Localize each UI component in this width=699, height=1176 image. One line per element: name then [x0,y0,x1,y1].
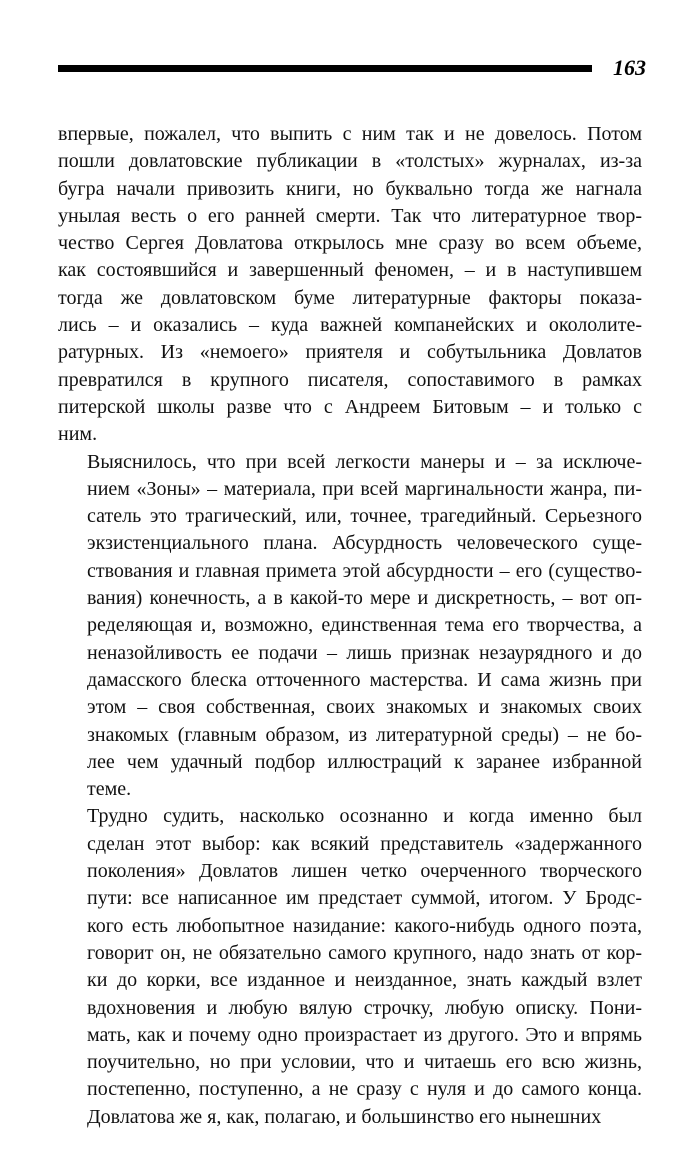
text-line: кого есть любопытное назидание: какого-нибудь одного поэта, [87,914,642,937]
page-header [58,55,646,82]
text-line: вдохновения и любую вялую строчку, любую описку. Пони- [87,996,642,1019]
text-line: лись – и оказались – куда важней компанейских и окололите- [58,314,642,337]
text-line: мать, как и почему одно произрастает из другого. Это и впрямь [87,1023,642,1046]
text-line: чество Сергея Довлатова открылось мне сразу во всем объеме, [58,232,642,255]
text-line: ки до корки, все изданное и неизданное, знать каждый взлет [87,969,642,992]
text-line: Довлатова же я, как, полагаю, и большинство его нынешних [87,1105,602,1128]
text-line: впервые, пожалел, что выпить с ним так и не довелось. Потом [58,123,642,145]
text-line: постепенно, поступенно, а не сразу с нуля и до самого конца. [87,1078,642,1101]
text-line: пути: все написанное им предстает суммой, итогом. У Бродс- [87,887,642,910]
text-line: унылая весть о его ранней смерти. Так что литературное твор- [58,204,642,227]
text-line: вания) конечность, а в какой-то мере и дискретность, – вот оп- [87,587,642,610]
text-line: теме. [87,778,132,801]
text-line: неназойливость ее подачи – лишь признак незаурядного и до [87,641,642,664]
paragraph [58,449,642,804]
text-line: ратурных. Из «немоего» приятеля и собутыльника Довлатов [58,341,642,364]
text-line: лее чем удачный подбор иллюстраций к заранее избранной [87,750,642,773]
text-line: ствования и главная примета этой абсурдности – его (существо- [87,559,642,582]
text-line: ределяющая и, возможно, единственная тема его творчества, а [87,614,642,637]
text-line: тогда же довлатовском буме литературные факторы показа- [58,286,642,309]
text-line: поколения» Довлатов лишен четко очерченного творческого [87,860,642,883]
text-line: превратился в крупного писателя, сопоставимого в рамках [58,368,642,391]
text-line: Трудно судить, насколько осознанно и когда именно был [87,805,642,828]
text-line: пошли довлатовские публикации в «толстых» журналах, из-за [58,150,642,173]
paragraph [58,803,642,1131]
text-line: дамасского блеска отточенного мастерства. И сама жизнь при [87,668,642,691]
paragraph [58,121,642,449]
text-line: знакомых (главным образом, из литературной среды) – не бо- [87,723,642,746]
text-line: нием «Зоны» – материала, при всей маргинальности жанра, пи- [87,477,642,500]
text-line: сделан этот выбор: как всякий представитель «задержанного [87,832,642,855]
header-rule [58,65,592,72]
text-line: экзистенциального плана. Абсурдность человеческого суще- [87,532,642,555]
text-line: Выяснилось, что при всей легкости манеры и – за исключе- [87,450,642,473]
text-line: ним. [58,423,98,446]
text-line: бугра начали привозить книги, но буквально тогда же нагнала [58,177,642,200]
text-line: как состоявшийся и завершенный феномен, – и в наступившем [58,259,642,282]
page-number: 163 [613,55,646,80]
text-line: этом – своя собственная, своих знакомых и знакомых своих [87,696,642,719]
text-line: сатель это трагический, или, точнее, трагедийный. Серьезного [87,505,642,528]
text-line: говорит он, не обязательно самого крупного, надо знать от кор- [87,941,642,964]
text-line: поучительно, но при условии, что и читаешь его всю жизнь, [87,1051,642,1074]
text-line: питерской школы разве что с Андреем Битовым – и только с [58,395,642,418]
body-text [58,121,642,1131]
